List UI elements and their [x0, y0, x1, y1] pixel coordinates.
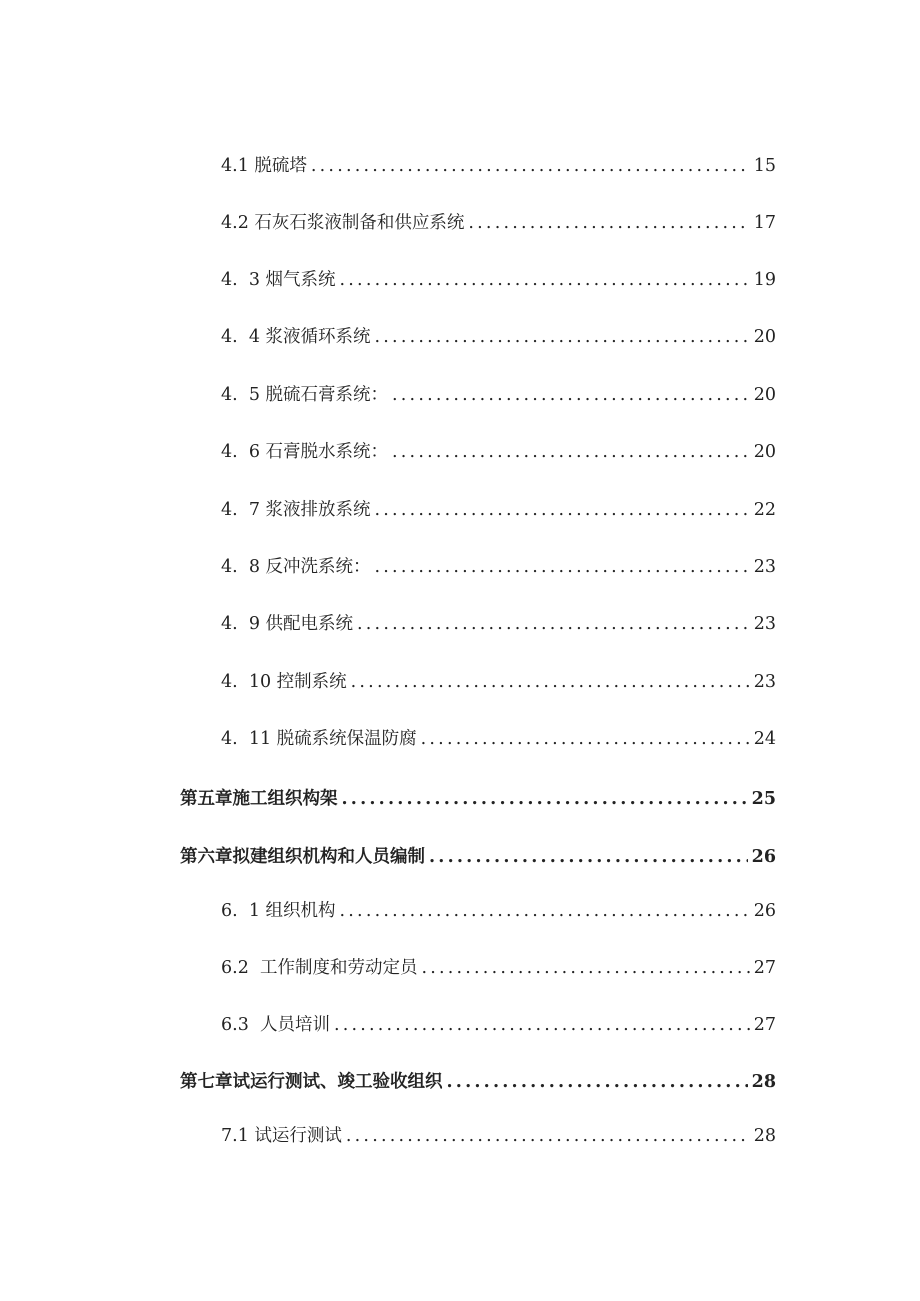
toc-entry[interactable] — [221, 322, 776, 352]
toc-leader-dots — [340, 265, 750, 295]
toc-entry-page: 28 — [753, 1126, 776, 1146]
toc-entry[interactable] — [221, 953, 776, 983]
toc-entry-page: 20 — [753, 385, 776, 405]
toc-entry-label: 4. 10 控制系统 — [221, 672, 347, 692]
toc-leader-dots — [392, 437, 750, 467]
toc-entry-label: 4. 3 烟气系统 — [221, 270, 336, 290]
toc-entry-label: 6.2 工作制度和劳动定员 — [221, 958, 418, 978]
toc-leader-dots — [346, 1121, 750, 1151]
toc-entry-page: 22 — [753, 500, 776, 520]
toc-entry-label: 6.3 人员培训 — [221, 1015, 330, 1035]
toc-leader-dots — [447, 1067, 748, 1097]
toc-entry-label: 4. 11 脱硫系统保温防腐 — [221, 729, 417, 749]
toc-leader-dots — [334, 1010, 750, 1040]
toc-leader-dots — [375, 322, 750, 352]
toc-entry[interactable] — [221, 609, 776, 639]
toc-entry-page: 23 — [753, 557, 776, 577]
toc-entry[interactable] — [221, 724, 776, 754]
toc-entry-page: 20 — [753, 442, 776, 462]
toc-entry-label: 7.1 试运行测试 — [221, 1126, 342, 1146]
toc-entry-label: 4. 6 石膏脱水系统： — [221, 442, 389, 462]
toc-entry[interactable] — [221, 1121, 776, 1151]
toc-chapter-entry[interactable] — [180, 1067, 776, 1097]
toc-entry-label: 4. 9 供配电系统 — [221, 614, 354, 634]
toc-entry-page: 19 — [753, 270, 776, 290]
toc-entry-label: 4. 8 反冲洗系统： — [221, 557, 371, 577]
toc-entry-page: 20 — [753, 327, 776, 347]
toc-leader-dots — [375, 495, 750, 525]
toc-entry[interactable] — [221, 380, 776, 410]
toc-entry-page: 17 — [753, 213, 776, 233]
toc-entry-page: 24 — [753, 729, 776, 749]
toc-chapter-entry[interactable] — [180, 842, 776, 872]
toc-leader-dots — [311, 151, 750, 181]
toc-entry[interactable] — [221, 151, 776, 181]
toc-leader-dots — [351, 667, 750, 697]
toc-entry-page: 23 — [753, 614, 776, 634]
toc-leader-dots — [421, 953, 749, 983]
toc-chapter-label: 第七章试运行测试、竣工验收组织 — [180, 1072, 443, 1092]
toc-leader-dots — [342, 784, 748, 814]
toc-entry-label: 4. 5 脱硫石膏系统： — [221, 385, 389, 405]
toc-entry-label: 4.2 石灰石浆液制备和供应系统 — [221, 213, 465, 233]
toc-entry[interactable] — [221, 265, 776, 295]
toc-entry-label: 6. 1 组织机构 — [221, 901, 336, 921]
toc-chapter-entry[interactable] — [180, 784, 776, 814]
toc-entry-label: 4. 4 浆液循环系统 — [221, 327, 371, 347]
toc-entry[interactable] — [221, 495, 776, 525]
toc-entry-page: 23 — [753, 672, 776, 692]
toc-entry[interactable] — [221, 667, 776, 697]
toc-leader-dots — [375, 552, 750, 582]
toc-entry[interactable] — [221, 896, 776, 926]
toc-leader-dots — [429, 842, 748, 872]
toc-entry-page: 15 — [753, 156, 776, 176]
toc-leader-dots — [357, 609, 750, 639]
toc-leader-dots — [340, 896, 750, 926]
toc-chapter-label: 第五章施工组织构架 — [180, 789, 338, 809]
toc-chapter-label: 第六章拟建组织机构和人员编制 — [180, 847, 425, 867]
toc-entry[interactable] — [221, 208, 776, 238]
toc-chapter-page: 26 — [751, 847, 776, 867]
toc-entry[interactable] — [221, 437, 776, 467]
toc-chapter-page: 25 — [751, 789, 776, 809]
toc-entry[interactable] — [221, 1010, 776, 1040]
toc-entry-label: 4. 7 浆液排放系统 — [221, 500, 371, 520]
toc-leader-dots — [392, 380, 750, 410]
toc-chapter-page: 28 — [751, 1072, 776, 1092]
toc-entry[interactable] — [221, 552, 776, 582]
toc-entry-page: 27 — [753, 1015, 776, 1035]
toc-leader-dots — [421, 724, 750, 754]
toc-leader-dots — [468, 208, 749, 238]
toc-entry-page: 27 — [753, 958, 776, 978]
toc-entry-page: 26 — [753, 901, 776, 921]
toc-entry-label: 4.1 脱硫塔 — [221, 156, 307, 176]
